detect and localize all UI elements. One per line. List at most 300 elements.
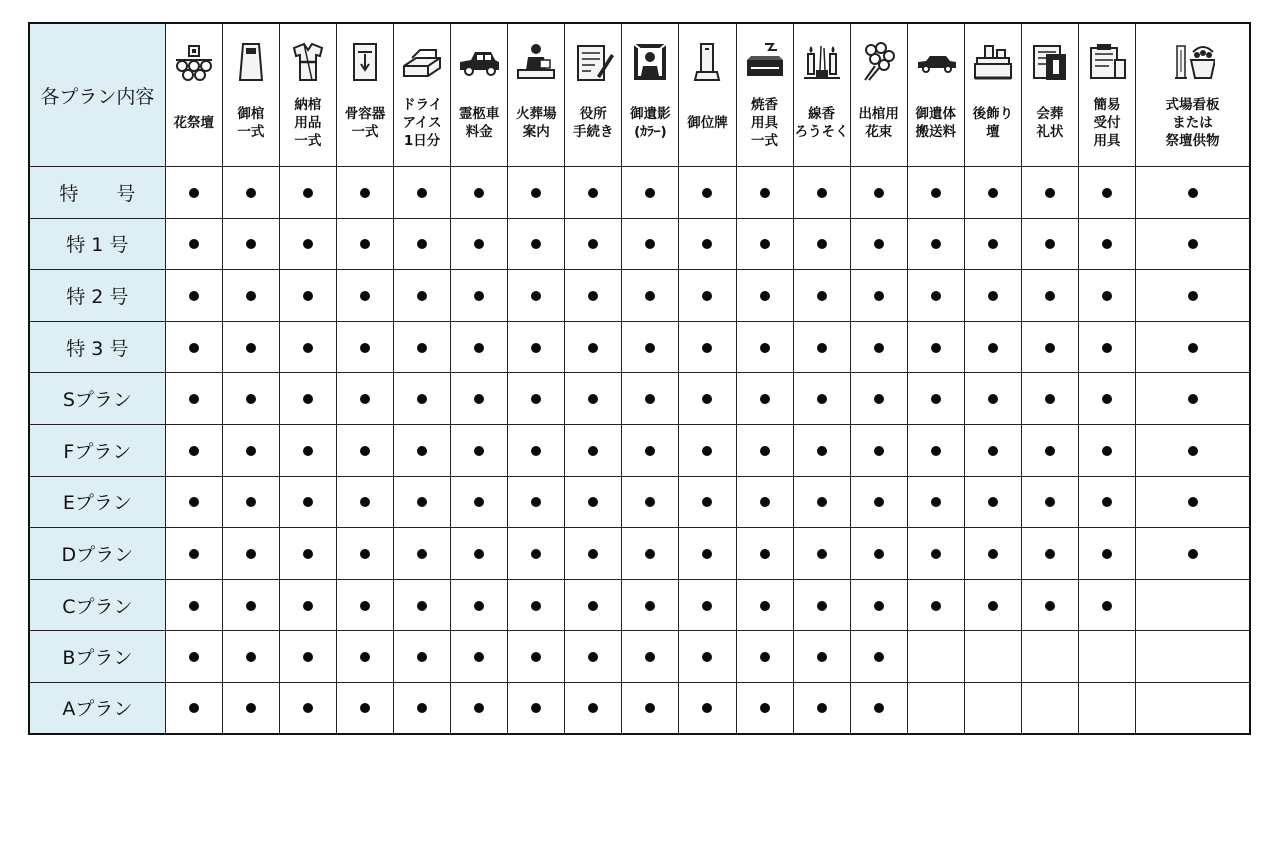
table-cell: [736, 373, 793, 425]
included-mark: [531, 239, 541, 249]
table-cell: [336, 528, 393, 580]
column-label: 骨容器 一式: [344, 106, 386, 140]
included-mark: [702, 497, 712, 507]
included-mark: [531, 549, 541, 559]
included-mark: [1188, 239, 1198, 249]
reception-set-icon: [1079, 24, 1135, 86]
included-mark: [817, 343, 827, 353]
plan-name: Eプラン: [29, 476, 165, 528]
included-mark: [1102, 343, 1112, 353]
thank-you-card-icon: [1022, 24, 1078, 86]
table-cell: [793, 476, 850, 528]
table-cell: [850, 631, 907, 683]
included-mark: [1102, 446, 1112, 456]
included-mark: [702, 188, 712, 198]
table-cell: [793, 682, 850, 734]
included-mark: [474, 601, 484, 611]
table-cell: [907, 476, 964, 528]
table-cell: [336, 167, 393, 219]
corner-label: 各プラン内容: [29, 23, 165, 167]
table-cell: [1136, 373, 1250, 425]
included-mark: [874, 652, 884, 662]
table-cell: [736, 270, 793, 322]
table-cell: [1021, 167, 1078, 219]
table-row: [29, 218, 1250, 270]
included-mark: [702, 343, 712, 353]
plan-name: Fプラン: [29, 424, 165, 476]
included-mark: [246, 549, 256, 559]
table-row: [29, 528, 1250, 580]
included-mark: [588, 394, 598, 404]
included-mark: [760, 446, 770, 456]
table-cell: [1021, 476, 1078, 528]
plan-name: 特 2 号: [29, 270, 165, 322]
included-mark: [645, 497, 655, 507]
table-cell: [907, 270, 964, 322]
included-mark: [189, 703, 199, 713]
table-cell: [165, 424, 222, 476]
included-mark: [474, 652, 484, 662]
included-mark: [531, 188, 541, 198]
table-cell: [451, 373, 508, 425]
included-mark: [417, 601, 427, 611]
included-mark: [417, 188, 427, 198]
document-pen-icon: [565, 24, 621, 86]
table-cell: [165, 373, 222, 425]
included-mark: [360, 446, 370, 456]
plan-name: 特 3 号: [29, 321, 165, 373]
column-header-13: [850, 23, 907, 167]
table-cell: [508, 579, 565, 631]
included-mark: [531, 394, 541, 404]
table-cell: [622, 476, 679, 528]
plan-name: Sプラン: [29, 373, 165, 425]
column-header-5: [394, 23, 451, 167]
table-row: [29, 579, 1250, 631]
included-mark: [189, 652, 199, 662]
included-mark: [588, 239, 598, 249]
included-mark: [817, 291, 827, 301]
burial-robe-icon: [280, 24, 336, 86]
table-cell: [565, 528, 622, 580]
table-cell: [679, 424, 736, 476]
table-cell: [508, 528, 565, 580]
table-cell: [793, 321, 850, 373]
table-cell: [679, 579, 736, 631]
included-mark: [588, 497, 598, 507]
included-mark: [360, 703, 370, 713]
table-cell: [222, 476, 279, 528]
table-cell: [336, 631, 393, 683]
included-mark: [874, 549, 884, 559]
included-mark: [988, 446, 998, 456]
table-cell: [451, 321, 508, 373]
table-row: [29, 631, 1250, 683]
table-cell: [964, 424, 1021, 476]
included-mark: [417, 497, 427, 507]
table-cell: [1136, 424, 1250, 476]
table-cell: [1136, 321, 1250, 373]
included-mark: [1188, 291, 1198, 301]
table-cell: [165, 270, 222, 322]
included-mark: [874, 394, 884, 404]
included-mark: [246, 394, 256, 404]
table-cell: [793, 579, 850, 631]
table-cell: [508, 424, 565, 476]
included-mark: [1188, 188, 1198, 198]
table-cell: [679, 682, 736, 734]
included-mark: [1045, 239, 1055, 249]
table-cell: [793, 373, 850, 425]
included-mark: [189, 549, 199, 559]
column-label: 簡易 受付 用具: [1093, 97, 1121, 149]
included-mark: [303, 446, 313, 456]
included-mark: [474, 497, 484, 507]
table-cell: [279, 476, 336, 528]
included-mark: [303, 291, 313, 301]
column-header-3: [279, 23, 336, 167]
included-mark: [874, 188, 884, 198]
included-mark: [1045, 188, 1055, 198]
included-mark: [189, 188, 199, 198]
included-mark: [360, 291, 370, 301]
included-mark: [874, 239, 884, 249]
table-cell: [679, 631, 736, 683]
column-header-16: [1021, 23, 1078, 167]
column-header-11: [736, 23, 793, 167]
included-mark: [702, 291, 712, 301]
included-mark: [588, 601, 598, 611]
included-mark: [303, 239, 313, 249]
column-label: 式場看板 または 祭壇供物: [1165, 97, 1220, 149]
table-cell: [793, 528, 850, 580]
table-cell: [907, 579, 964, 631]
table-cell: [736, 321, 793, 373]
included-mark: [817, 446, 827, 456]
included-mark: [760, 343, 770, 353]
table-cell: [279, 424, 336, 476]
included-mark: [360, 394, 370, 404]
table-cell: [279, 579, 336, 631]
plan-comparison-table: [28, 22, 1251, 735]
table-cell: [165, 167, 222, 219]
included-mark: [760, 291, 770, 301]
table-cell: [736, 218, 793, 270]
table-cell: [907, 373, 964, 425]
included-mark: [189, 394, 199, 404]
column-header-2: [222, 23, 279, 167]
included-mark: [417, 652, 427, 662]
included-mark: [645, 601, 655, 611]
column-label: 役所 手続き: [573, 106, 614, 140]
included-mark: [1188, 549, 1198, 559]
hearse-icon: [451, 24, 507, 86]
included-mark: [817, 188, 827, 198]
column-label: 会葬 礼状: [1036, 106, 1064, 140]
table-cell: [1078, 321, 1135, 373]
table-cell: [451, 167, 508, 219]
table-cell: [1136, 270, 1250, 322]
column-label: 御棺 一式: [237, 106, 265, 140]
included-mark: [246, 188, 256, 198]
included-mark: [303, 549, 313, 559]
included-mark: [760, 497, 770, 507]
column-header-1: [165, 23, 222, 167]
table-cell: [508, 270, 565, 322]
column-header-17: [1078, 23, 1135, 167]
table-cell: [394, 528, 451, 580]
included-mark: [760, 601, 770, 611]
table-cell: [964, 167, 1021, 219]
table-cell: [622, 167, 679, 219]
included-mark: [303, 601, 313, 611]
table-cell: [907, 682, 964, 734]
included-mark: [474, 188, 484, 198]
table-cell: [850, 270, 907, 322]
plan-name: 特 1 号: [29, 218, 165, 270]
included-mark: [474, 446, 484, 456]
table-cell: [451, 270, 508, 322]
included-mark: [303, 497, 313, 507]
included-mark: [189, 291, 199, 301]
guide-person-icon: [508, 24, 564, 86]
included-mark: [1045, 549, 1055, 559]
included-mark: [702, 446, 712, 456]
included-mark: [189, 601, 199, 611]
table-cell: [336, 270, 393, 322]
included-mark: [817, 497, 827, 507]
included-mark: [246, 652, 256, 662]
column-header-14: [907, 23, 964, 167]
plan-name: Dプラン: [29, 528, 165, 580]
table-cell: [850, 476, 907, 528]
included-mark: [874, 446, 884, 456]
included-mark: [702, 652, 712, 662]
table-row: [29, 424, 1250, 476]
included-mark: [874, 703, 884, 713]
included-mark: [645, 446, 655, 456]
table-cell: [336, 218, 393, 270]
car-icon: [908, 24, 964, 86]
table-cell: [679, 218, 736, 270]
table-cell: [565, 167, 622, 219]
table-cell: [679, 373, 736, 425]
table-cell: [508, 218, 565, 270]
column-label: 花祭壇: [173, 115, 214, 131]
home-altar-icon: [965, 24, 1021, 86]
included-mark: [360, 652, 370, 662]
table-cell: [222, 270, 279, 322]
dry-ice-icon: [394, 24, 450, 86]
included-mark: [702, 703, 712, 713]
column-header-15: [964, 23, 1021, 167]
table-cell: [907, 631, 964, 683]
included-mark: [1188, 343, 1198, 353]
included-mark: [817, 703, 827, 713]
included-mark: [246, 446, 256, 456]
table-cell: [222, 528, 279, 580]
included-mark: [531, 652, 541, 662]
included-mark: [702, 394, 712, 404]
included-mark: [760, 652, 770, 662]
included-mark: [189, 239, 199, 249]
table-cell: [679, 528, 736, 580]
table-cell: [565, 218, 622, 270]
included-mark: [702, 601, 712, 611]
included-mark: [303, 188, 313, 198]
included-mark: [303, 343, 313, 353]
included-mark: [1102, 549, 1112, 559]
included-mark: [531, 446, 541, 456]
table-cell: [1078, 682, 1135, 734]
included-mark: [360, 549, 370, 559]
included-mark: [702, 549, 712, 559]
table-cell: [336, 476, 393, 528]
table-cell: [679, 167, 736, 219]
included-mark: [1102, 394, 1112, 404]
included-mark: [360, 343, 370, 353]
included-mark: [931, 239, 941, 249]
table-cell: [279, 270, 336, 322]
included-mark: [360, 239, 370, 249]
included-mark: [246, 703, 256, 713]
table-cell: [1078, 528, 1135, 580]
included-mark: [417, 239, 427, 249]
included-mark: [1045, 343, 1055, 353]
table-cell: [622, 218, 679, 270]
table-cell: [1021, 321, 1078, 373]
included-mark: [645, 652, 655, 662]
included-mark: [874, 601, 884, 611]
included-mark: [1102, 601, 1112, 611]
table-cell: [793, 218, 850, 270]
table-cell: [394, 631, 451, 683]
included-mark: [588, 549, 598, 559]
table-cell: [736, 476, 793, 528]
table-cell: [1136, 579, 1250, 631]
table-cell: [964, 528, 1021, 580]
included-mark: [760, 549, 770, 559]
table-cell: [1078, 631, 1135, 683]
table-cell: [964, 373, 1021, 425]
table-cell: [165, 682, 222, 734]
plan-name: Aプラン: [29, 682, 165, 734]
table-cell: [279, 631, 336, 683]
table-cell: [565, 424, 622, 476]
table-cell: [622, 424, 679, 476]
table-cell: [964, 218, 1021, 270]
table-cell: [1078, 579, 1135, 631]
table-cell: [222, 321, 279, 373]
table-cell: [907, 528, 964, 580]
column-header-18: [1136, 23, 1250, 167]
included-mark: [817, 601, 827, 611]
table-cell: [394, 373, 451, 425]
table-row: [29, 373, 1250, 425]
memorial-tablet-icon: [679, 24, 735, 86]
table-cell: [508, 167, 565, 219]
plan-name: 特 号: [29, 167, 165, 219]
table-cell: [451, 218, 508, 270]
table-cell: [451, 424, 508, 476]
signboard-offering-icon: [1136, 24, 1249, 86]
column-label: ドライ アイス 1日分: [402, 97, 443, 149]
table-body: [29, 167, 1250, 735]
table-cell: [736, 167, 793, 219]
included-mark: [645, 549, 655, 559]
column-header-7: [508, 23, 565, 167]
table-cell: [508, 476, 565, 528]
table-cell: [1021, 373, 1078, 425]
table-cell: [679, 476, 736, 528]
included-mark: [246, 291, 256, 301]
urn-box-icon: [337, 24, 393, 86]
included-mark: [931, 394, 941, 404]
table-cell: [850, 528, 907, 580]
table-cell: [165, 631, 222, 683]
table-cell: [622, 631, 679, 683]
included-mark: [988, 343, 998, 353]
column-label: 火葬場 案内: [515, 106, 557, 140]
table-cell: [222, 218, 279, 270]
table-cell: [1021, 218, 1078, 270]
table-cell: [451, 579, 508, 631]
column-header-4: [336, 23, 393, 167]
table-row: [29, 270, 1250, 322]
table-cell: [1078, 218, 1135, 270]
included-mark: [189, 343, 199, 353]
table-cell: [964, 476, 1021, 528]
included-mark: [417, 703, 427, 713]
table-cell: [1136, 167, 1250, 219]
included-mark: [1045, 446, 1055, 456]
included-mark: [1045, 497, 1055, 507]
header-row: [29, 23, 1250, 167]
included-mark: [760, 703, 770, 713]
table-cell: [394, 579, 451, 631]
table-cell: [394, 167, 451, 219]
included-mark: [531, 291, 541, 301]
table-cell: [736, 528, 793, 580]
included-mark: [931, 343, 941, 353]
table-cell: [394, 424, 451, 476]
included-mark: [417, 446, 427, 456]
table-cell: [850, 373, 907, 425]
column-header-10: [679, 23, 736, 167]
included-mark: [588, 652, 598, 662]
column-label: 御遺体 搬送料: [915, 106, 957, 140]
included-mark: [588, 446, 598, 456]
table-cell: [1021, 631, 1078, 683]
table-cell: [622, 270, 679, 322]
included-mark: [1102, 188, 1112, 198]
table-cell: [1021, 528, 1078, 580]
flower-altar-icon: [166, 24, 222, 86]
table-cell: [1021, 270, 1078, 322]
included-mark: [1045, 601, 1055, 611]
table-cell: [222, 631, 279, 683]
table-cell: [279, 167, 336, 219]
table-cell: [1136, 631, 1250, 683]
table-cell: [793, 631, 850, 683]
column-label: 焼香 用具 一式: [751, 97, 779, 149]
table-cell: [1136, 528, 1250, 580]
table-cell: [222, 167, 279, 219]
column-header-9: [622, 23, 679, 167]
table-cell: [394, 476, 451, 528]
included-mark: [760, 188, 770, 198]
table-cell: [222, 424, 279, 476]
